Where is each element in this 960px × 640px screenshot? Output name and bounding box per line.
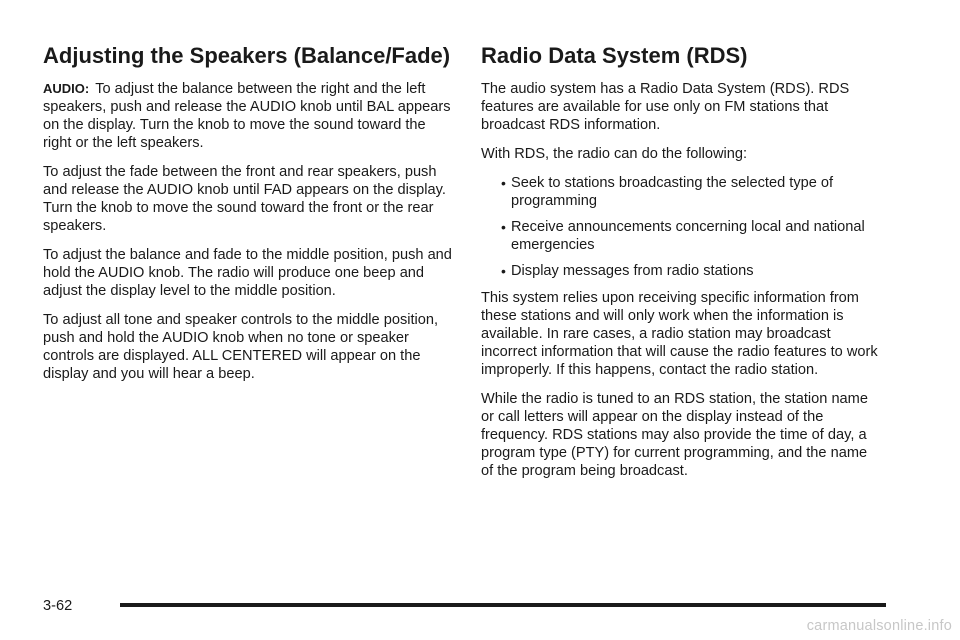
bullet-icon: • <box>501 263 506 279</box>
audio-balance-text: To adjust the balance between the right and the left speakers, push and release the AUDIO knob until BAL appears on the display. Turn the knob to move the sound toward the right or the left speakers. <box>43 81 451 151</box>
left-column <box>43 42 453 394</box>
page-number: 3-62 <box>43 598 73 614</box>
all-centered-paragraph: To adjust all tone and speaker controls to the middle position, push and hold the AUDIO knob when no tone or speaker controls are displayed. ALL CENTERED will appear on the display and you will hear a beep. <box>43 312 439 382</box>
footer-divider <box>120 603 886 607</box>
list-item-text: Display messages from radio stations <box>511 263 754 279</box>
rds-section-title: Radio Data System (RDS) <box>481 43 748 68</box>
bullet-icon: • <box>501 175 506 191</box>
speakers-section-title: Adjusting the Speakers (Balance/Fade) <box>43 43 451 68</box>
middle-position-paragraph: To adjust the balance and fade to the middle position, push and hold the AUDIO knob. The radio will produce one beep and adjust the display level to the middle position. <box>43 247 452 299</box>
list-item <box>481 174 881 210</box>
rds-list-intro: With RDS, the radio can do the following: <box>481 146 748 162</box>
list-item <box>481 262 881 280</box>
rds-tuned-paragraph: While the radio is tuned to an RDS station, the station name or call letters will appear on the display instead of the frequency. RDS stations may also provide the time of day, a program type (PTY) for current programming, and the name of the program being broadcast. <box>481 391 868 479</box>
fade-paragraph: To adjust the fade between the front and rear speakers, push and release the AUDIO knob until FAD appears on the display. Turn the knob to move the sound toward the front or the rear speakers. <box>43 164 446 234</box>
list-item-text: Receive announcements concerning local and national emergencies <box>511 219 865 253</box>
watermark: carmanualsonline.info <box>806 618 952 634</box>
bullet-icon: • <box>501 219 506 235</box>
rds-reliance-paragraph: This system relies upon receiving specific information from these stations and will only work when the information is available. In rare cases, a radio station may broadcast incorrect information that will cause the radio features to work improperly. If this happens, contact the radio station. <box>481 290 878 378</box>
list-item <box>481 218 881 254</box>
audio-label: AUDIO: <box>43 81 90 96</box>
audio-balance-paragraph <box>43 80 453 152</box>
rds-feature-list <box>481 174 881 280</box>
right-column <box>481 42 881 491</box>
list-item-text: Seek to stations broadcasting the selected type of programming <box>511 175 834 209</box>
rds-intro-paragraph: The audio system has a Radio Data System (RDS). RDS features are available for use only on FM stations that broadcast RDS information. <box>481 81 850 133</box>
